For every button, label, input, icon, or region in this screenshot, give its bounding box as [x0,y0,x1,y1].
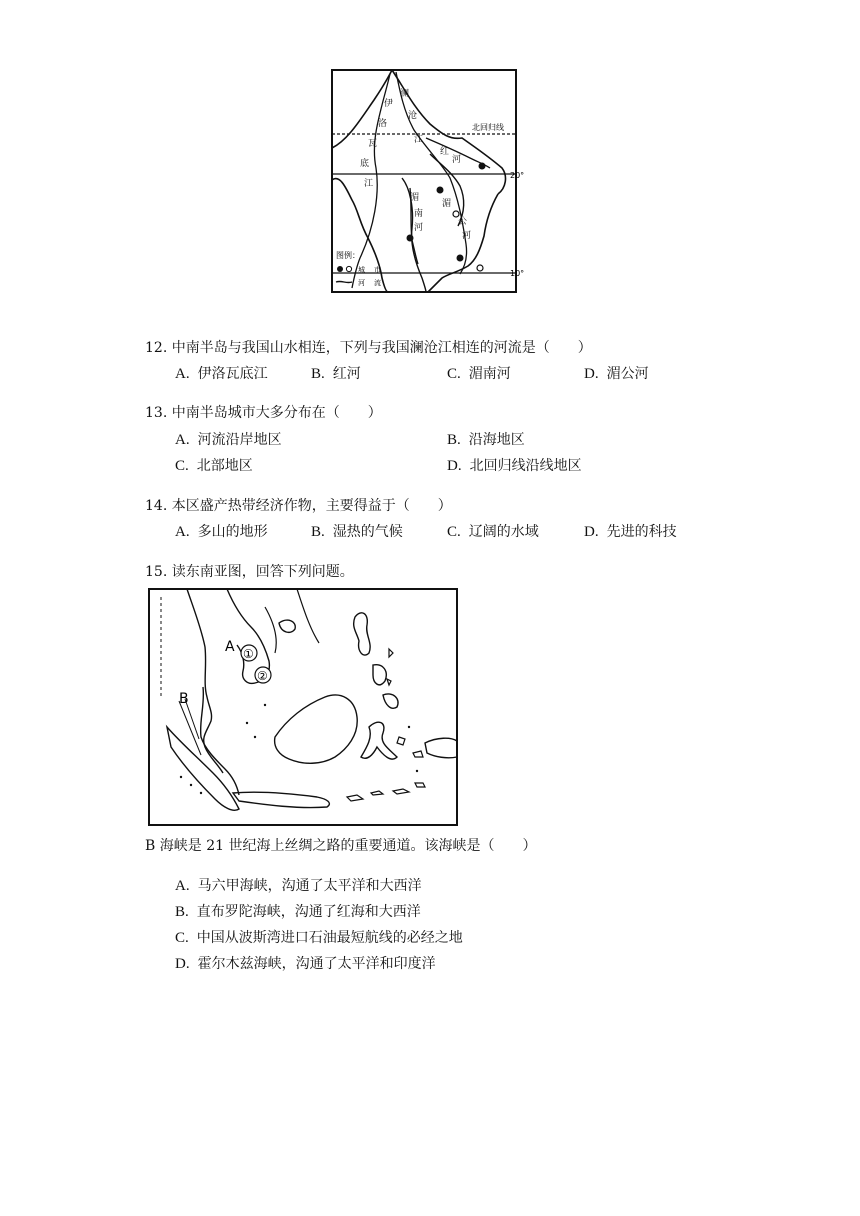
option-letter: A. [175,878,190,894]
option-letter: B. [311,366,325,382]
question-12-stem: 12. 中南半岛与我国山水相连，下列与我国澜沧江相连的河流是（ ） [145,340,592,356]
option-letter: C. [447,524,461,540]
option-letter: C. [447,366,461,382]
option-text: 湄公河 [606,366,649,382]
q14-option-c[interactable] [447,523,539,541]
city-marker [479,163,486,170]
river-label: 洛 [378,119,388,129]
city-marker [477,265,483,271]
q14-option-d[interactable] [584,523,677,541]
q12-option-b[interactable] [311,365,361,383]
legend-text: 市 [374,266,381,274]
marker-2-label: ② [257,669,268,683]
marker-1-label: ① [243,647,254,661]
q13-option-b[interactable] [447,431,525,449]
question-15-stem: 15. 读东南亚图，回答下列问题。 [145,564,354,580]
q13-option-d[interactable] [447,457,582,475]
southeast-asia-map [147,587,460,827]
option-text: 辽阔的水域 [468,524,539,540]
option-text: 直布罗陀海峡，沟通了红海和大西洋 [196,904,421,920]
question-15-sub-stem: B 海峡是 21 世纪海上丝绸之路的重要通道。该海峡是（ ） [145,838,537,854]
option-letter: B. [311,524,325,540]
option-text: 中国从波斯湾进口石油最短航线的必经之地 [196,930,463,946]
legend-city-icon [346,266,351,271]
option-letter: D. [447,458,462,474]
question-14-stem: 14. 本区盛产热带经济作物，主要得益于（ ） [145,498,452,514]
legend-text: 城 [358,266,365,274]
map-label-b: B [179,691,189,707]
q14-option-b[interactable] [311,523,403,541]
city-marker [407,235,414,242]
option-letter: C. [175,930,189,946]
river-label: 伊 [384,99,394,109]
option-text: 北回归线沿线地区 [469,458,582,474]
option-letter: C. [175,458,189,474]
q12-option-a[interactable] [175,365,268,383]
river-label: 瓦 [368,139,378,149]
lat10-label: 10° [510,269,525,278]
q13-option-c[interactable] [175,457,253,475]
option-letter: A. [175,524,190,540]
option-letter: B. [175,904,189,920]
river-label: 江 [364,179,374,189]
legend-text: 流 [374,279,381,287]
river-label: 湄 [410,193,420,203]
river-label: 沧 [408,111,418,121]
river-label: 河 [462,231,472,241]
option-text: 霍尔木兹海峡，沟通了太平洋和印度洋 [197,956,436,972]
city-marker [437,187,444,194]
option-text: 马六甲海峡，沟通了太平洋和大西洋 [197,878,422,894]
q12-option-d[interactable] [584,365,649,383]
river-label: 红 [440,147,450,157]
river-label: 江 [414,135,424,145]
legend-city-icon [337,266,343,272]
city-marker [457,255,464,262]
legend-text: 河 [358,279,365,287]
option-text: 多山的地形 [197,524,268,540]
legend-title: 图例： [336,251,360,260]
option-text: 北部地区 [196,458,253,474]
indochina-river-map [330,68,525,294]
option-letter: A. [175,366,190,382]
option-letter: D. [175,956,190,972]
q15-option-a[interactable] [175,877,422,895]
map-frame [149,589,457,825]
q15-option-b[interactable] [175,903,421,921]
q14-option-a[interactable] [175,523,268,541]
option-letter: D. [584,366,599,382]
q13-option-a[interactable] [175,431,282,449]
river-label: 底 [360,159,370,169]
option-text: 先进的科技 [606,524,677,540]
q15-option-d[interactable] [175,955,436,973]
q15-option-c[interactable] [175,929,463,947]
question-13-stem: 13. 中南半岛城市大多分布在（ ） [145,405,382,421]
option-text: 伊洛瓦底江 [197,366,268,382]
option-text: 沿海地区 [468,432,525,448]
river-label: 公 [458,217,468,227]
map-label-a: A [225,639,235,655]
option-text: 红河 [332,366,361,382]
river-label: 澜 [400,89,410,99]
option-letter: B. [447,432,461,448]
option-text: 湄南河 [468,366,511,382]
lat20-label: 20° [510,171,525,180]
option-letter: A. [175,432,190,448]
tropic-label: 北回归线 [472,123,504,132]
river-label: 河 [452,155,462,165]
q12-option-c[interactable] [447,365,511,383]
option-text: 河流沿岸地区 [197,432,282,448]
river-label: 湄 [442,199,452,209]
river-label: 河 [414,223,424,233]
river-label: 南 [414,209,424,219]
option-text: 湿热的气候 [332,524,403,540]
option-letter: D. [584,524,599,540]
